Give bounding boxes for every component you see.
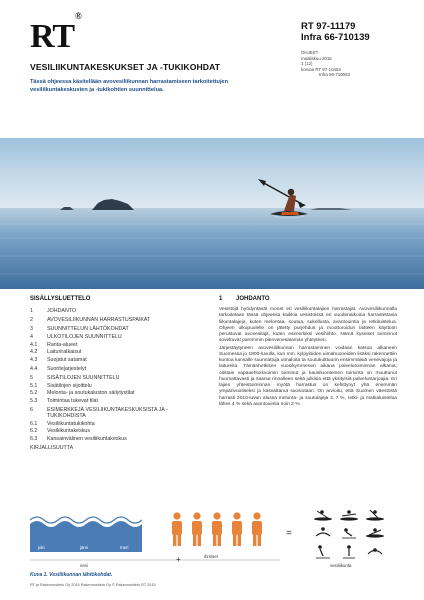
toc-item[interactable] [30, 349, 200, 357]
toc-label: JOHDANTO [47, 308, 77, 314]
toc-num: 4.1 [30, 341, 38, 348]
intro-title: JOHDANTO [236, 296, 270, 302]
toc-item[interactable] [30, 421, 200, 429]
toc-num: 4.3 [30, 357, 38, 364]
toc-item[interactable] [30, 325, 200, 334]
toc-item[interactable] [30, 357, 200, 365]
toc-num: 5 [30, 374, 33, 381]
registered-mark: ® [75, 10, 81, 21]
water-label-lake: järvi [80, 545, 89, 550]
intro-heading [219, 296, 397, 302]
toc-label: ULKOTILOJEN SUUNNITTELU [47, 334, 122, 341]
figure-label-water: vesi [80, 563, 88, 568]
logo-text: RT [30, 18, 75, 55]
figure-label-people: ihmiset [204, 554, 218, 559]
toc-item[interactable] [30, 365, 200, 374]
toc-item[interactable] [30, 374, 200, 383]
toc-label: Kansainvälinen vesiliikuntakeskus [47, 436, 127, 442]
figure-water-sports [30, 506, 396, 570]
toc-item[interactable] [30, 436, 200, 444]
toc-label: Vesiliikuntatukikohta [47, 420, 95, 427]
kayaker-photo [0, 138, 424, 289]
water-label-sea: meri [120, 545, 129, 550]
toc-label: AVOVESILIIKUNNAN HARRASTUSPAIKAT [47, 317, 151, 324]
document-title: VESILIIKUNTAKESKUKSET JA -TUKIKOHDAT [30, 62, 221, 72]
toc-label: Melonta- ja soutukaluston säilytystilat [47, 390, 135, 397]
lake-kayak-illustration [0, 138, 424, 289]
toc-item[interactable] [30, 428, 200, 436]
toc-label: Ranta-alueet [47, 341, 78, 348]
toc-num: 5.2 [30, 390, 38, 397]
toc-item[interactable] [30, 390, 200, 398]
toc-num: 4 [30, 334, 33, 341]
toc-num: 4.2 [30, 349, 38, 356]
toc-label: Suoritejarjestelyt [47, 365, 87, 372]
intro-paragraph: Vesistöjä hyödyntävät monet eri vesiliikuntalajien harrastajat. Avovesiliikunnalla tarkoitetaan tässä ohjeessa kaikkia vesistöissä eri vuodenaikoina harrastettavia liikuntalajeja, kuten melontaa, soutua, sukellusta, avantouintia ja retkiluistelua. Ohjeen ulkopuolelle on jätetty purjehdus ja moottoroidun laitteen käyttöön perustuvat avovesilajit, kuten esimerkiksi vesihiihto. Nämä kyseiset toiminnot soveltuvat paremmin pienvenesataman yhteyteen. [219, 307, 397, 344]
rt-code: RT 97-11179 [301, 21, 356, 32]
table-of-contents [30, 296, 200, 453]
intro-num: 1 [219, 296, 223, 302]
toc-num: 4.4 [30, 365, 38, 372]
water-label-river: joki [38, 545, 45, 550]
figure-label-sports: vesiliikunta [330, 563, 352, 568]
document-meta [301, 50, 350, 78]
toc-num: 5.1 [30, 382, 38, 389]
meta-page: 1 (12) [301, 61, 313, 67]
toc-num: 1 [30, 308, 33, 314]
meta-date: maaliskuu 2015 [301, 55, 332, 61]
meta-replaces: korvaa RT 97-10454 [301, 66, 341, 72]
toc-item[interactable] [30, 334, 200, 342]
toc-label: SUUNNITTELUN LÄHTÖKOHDAT [47, 326, 129, 333]
toc-label: Sisätilojen sijoittelu [47, 382, 92, 389]
meta-type: OHJEET [301, 50, 319, 55]
introduction-section [219, 296, 397, 409]
toc-label: Toimintaa tukevat tilat [47, 398, 98, 405]
toc-num: 6.1 [30, 420, 38, 427]
plus-operator: + [176, 555, 181, 564]
toc-label: ESIMERKKEJÄ VESILIIKUNTAKESKUKSISTA JA -TUKIKOHDISTA [47, 406, 168, 420]
figure-graphic [30, 506, 396, 570]
figure-caption: Kuva 1. Vesiliikunnan lähtökohdat. [30, 572, 113, 578]
document-lead: Tässä ohjeessa käsitellään avovesiliikunnan harrastamiseen tarkoitettujen vesiliikuntakeskusten ja -tukikohtien suunnittelua. [30, 79, 229, 93]
equals-operator: = [286, 528, 292, 539]
toc-heading: SISÄLLYSLUETTELO [30, 296, 91, 302]
page-footer: RT ja Rakennustieto Oy 2015 Rakennustieto Oy © Rakennustieto RT 2015 [30, 583, 156, 587]
toc-label: KIRJALLISUUTTA [30, 444, 74, 451]
toc-item[interactable] [30, 398, 200, 406]
toc-item[interactable] [30, 406, 200, 421]
toc-label: Vesiliikuntakeskus [47, 428, 90, 435]
toc-item[interactable] [30, 342, 200, 350]
toc-num: 6.2 [30, 428, 38, 435]
toc-item[interactable] [30, 444, 200, 453]
water-sport-icons [314, 510, 384, 558]
document-codes [301, 21, 370, 43]
toc-label: Laituriratkaisut [47, 349, 82, 356]
infra-code: Infra 66-710139 [301, 32, 370, 43]
toc-num: 5.3 [30, 398, 38, 405]
rt-logo [30, 10, 81, 55]
toc-num: 6 [30, 406, 33, 413]
toc-num: 2 [30, 317, 33, 324]
toc-item[interactable] [30, 316, 200, 325]
toc-item[interactable] [30, 383, 200, 391]
intro-paragraph: Järjestäytyneen avovesiliikunnan harrastaminen voidaan katsoa alkaneen Suomessa jo 1800-luvulla, kun mm. kylpylöiden uimahuoneiden lisäksi rakennettiin kuntoa kansalle suunnattuja uimaloita ta soutukulttuurin ensimmäisiä venevajoja ja laitureita. Tämänhetkisen vuosikymmenen aikana palvelutoiminnan alkanut, osittain vapaaehtoisvoimin toiminut ja kausiluonteinen toiminta on muuttunut huomattavasti ja saanut rinnalleen sekä julkisia että yksityisiä palveluntarjoajia. Eri lajien yhteistoiminnan myötä harrastus on kehittynyt yhä enemmän ympärivuotiseksi ja kasvattanut suosiotaan. On arvioitu, että Suomen väestöstä harrasti 2010-luvun alussa melonta- ja soutulajeja 2..7 %, retki- ja matkaluistelua lähes 4 % sekä avantouintia noin 2 %. [219, 345, 397, 407]
toc-num: 6.3 [30, 436, 38, 442]
meta-replaces-infra: Infra 66-710063 [319, 72, 351, 78]
toc-num: 3 [30, 326, 33, 333]
people-icons [172, 512, 262, 546]
toc-item[interactable] [30, 307, 200, 316]
toc-label: Suojatut satamat [47, 357, 87, 364]
toc-label: SISÄTILOJEN SUUNNITTELU [47, 374, 120, 381]
